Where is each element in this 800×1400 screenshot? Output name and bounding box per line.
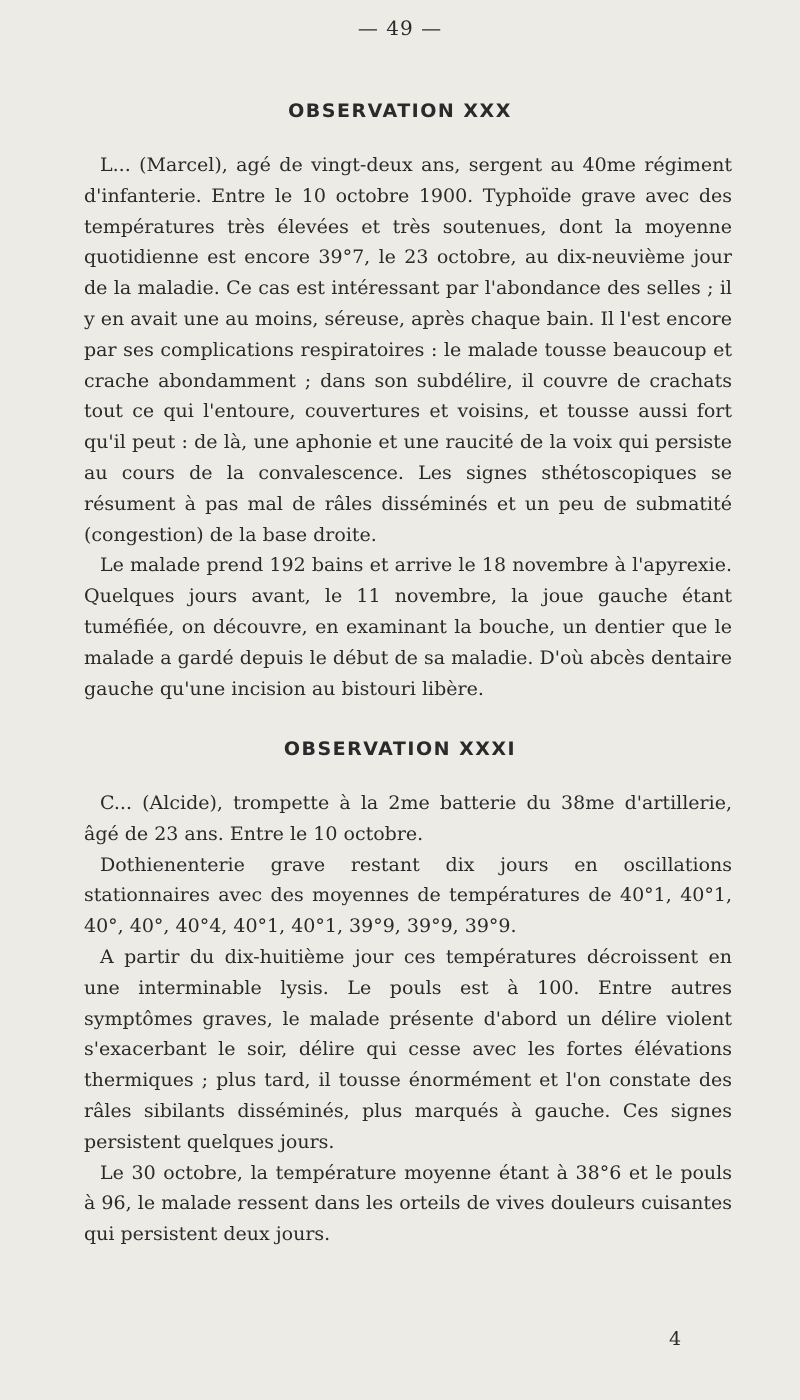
paragraph: Le 30 octobre, la température moyenne étant à 38°6 et le pouls à 96, le malade ressent dans les orteils de vives douleurs cuisantes qui persistent deux jours. <box>84 1161 732 1246</box>
paragraph: Le malade prend 192 bains et arrive le 18 novembre à l'apyrexie. Quelques jours avant, le 11 novembre, la joue gauche étant tuméfiée, on découvre, en examinant la bouche, un dentier que le malade a gardé depuis le début de sa maladie. D'où abcès dentaire gauche qu'une incision au bistouri libère. <box>84 554 732 700</box>
paragraph: L... (Marcel), agé de vingt-deux ans, sergent au 40me régiment d'infanterie. Entre le 10 octobre 1900. Typhoïde grave avec des températures très élevées et très soutenues, dont la moyenne quotidienne est encore 39°7, le 23 octobre, au dix-neuvième jour de la maladie. Ce cas est intéressant par l'abondance des selles ; il y en avait une au moins, séreuse, après chaque bain. Il l'est encore par ses complications respiratoires : le malade tousse beaucoup et crache abondamment ; dans son subdélire, il couvre de crachats tout ce qui l'entoure, couvertures et voisins, et tousse aussi fort qu'il peut : de là, une aphonie et une raucité de la voix qui persiste au cours de la convalescence. Les signes sthétoscopiques se résument à pas mal de râles disséminés et un peu de submatité (congestion) de la base droite. <box>84 154 732 546</box>
paragraph: Dothienenterie grave restant dix jours en oscillations stationnaires avec des moyennes de températures de 40°1, 40°1, 40°, 40°, 40°4, 40°1, 40°1, 39°9, 39°9, 39°9. <box>84 853 732 938</box>
sheet-signature: 4 <box>669 1328 682 1350</box>
page-number: — 49 — <box>357 16 443 40</box>
paragraph: A partir du dix-huitième jour ces températures décroissent en une interminable lysis. Le pouls est à 100. Entre autres symptômes graves, le malade présente d'abord un délire violent s'exacerbant le soir, délire qui cesse avec les fortes élévations thermiques ; plus tard, il tousse énormément et l'on constate des râles sibilants disséminés, plus marqués à gauche. Ces signes persistent quelques jours. <box>84 945 732 1153</box>
observation-xxxi-title: OBSERVATION XXXI <box>283 738 517 760</box>
observation-xxx-title: OBSERVATION XXX <box>288 100 512 122</box>
paragraph: C... (Alcide), trompette à la 2me batterie du 38me d'artillerie, âgé de 23 ans. Entre le 10 octobre. <box>84 792 732 845</box>
observation-xxxi-body <box>84 788 732 1250</box>
observation-xxx-body <box>84 150 732 704</box>
